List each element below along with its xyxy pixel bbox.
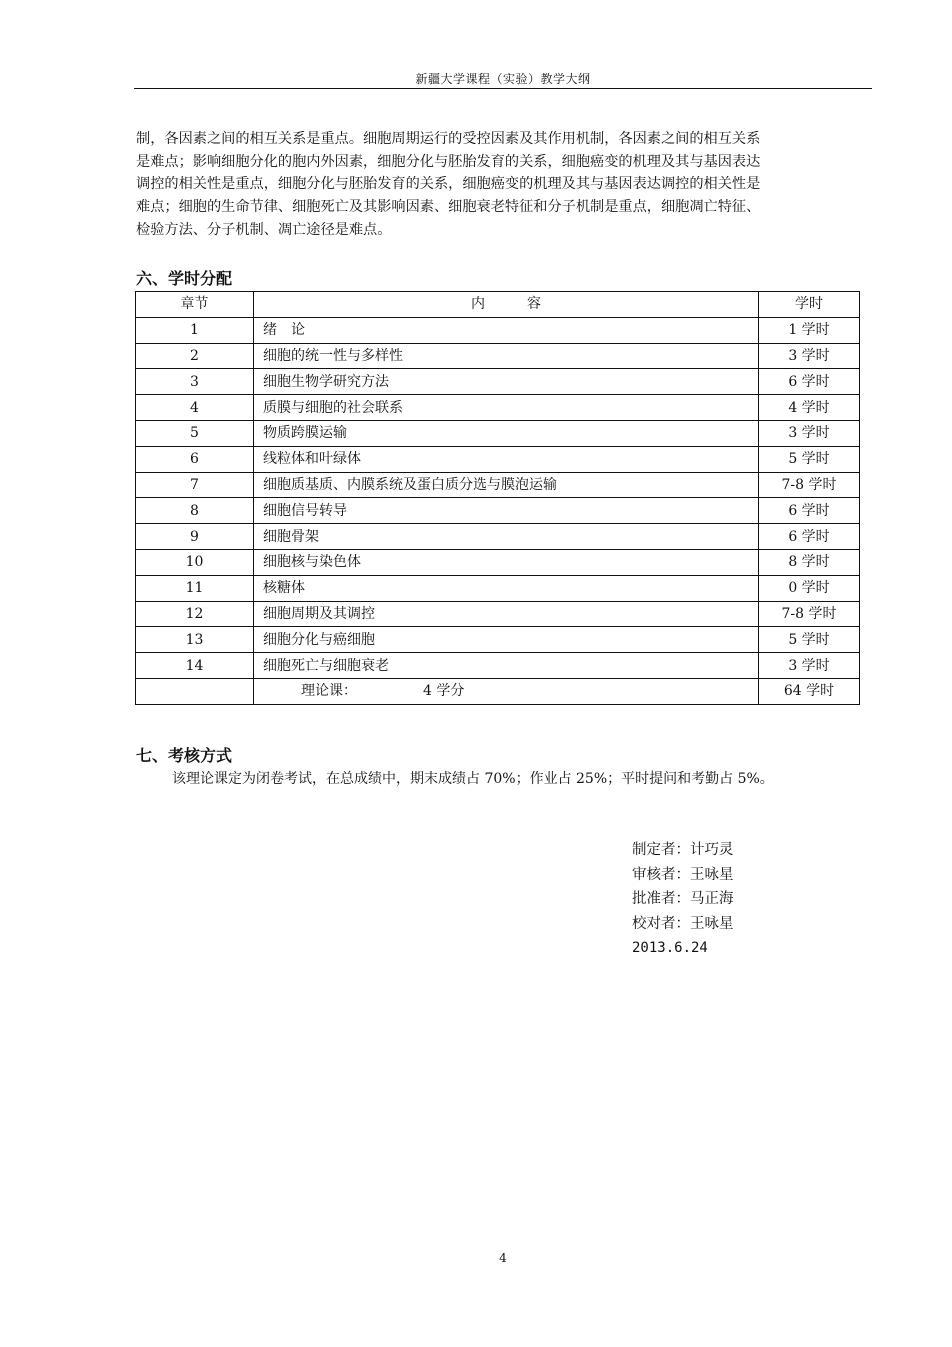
content-cell: 线粒体和叶绿体 [254,446,759,472]
hours-cell: 1 学时 [759,317,860,343]
chapter-cell: 8 [136,498,254,524]
reviewer-line: 审核者：王咏星 [632,866,734,883]
chapter-cell: 3 [136,369,254,395]
chapter-cell: 6 [136,446,254,472]
header-chapter: 章节 [136,292,254,318]
chapter-cell: 10 [136,549,254,575]
table-row [136,653,860,679]
content-cell: 细胞分化与癌细胞 [254,627,759,653]
table-row [136,601,860,627]
hours-cell: 8 学时 [759,549,860,575]
document-header: 新疆大学课程（实验）教学大纲 [415,72,591,86]
hours-cell: 7-8 学时 [759,472,860,498]
hours-cell: 0 学时 [759,575,860,601]
total-chapter-cell [136,678,254,704]
chapter-cell: 5 [136,420,254,446]
content-cell: 细胞周期及其调控 [254,601,759,627]
content-cell: 细胞骨架 [254,524,759,550]
total-label: 理论课： [301,683,357,700]
content-cell: 细胞生物学研究方法 [254,369,759,395]
header-hours: 学时 [759,292,860,318]
proofreader-line: 校对者：王咏星 [632,915,734,932]
table-row [136,369,860,395]
table-row [136,472,860,498]
chapter-cell: 9 [136,524,254,550]
table-row [136,498,860,524]
content-cell: 细胞质基质、内膜系统及蛋白质分选与膜泡运输 [254,472,759,498]
hours-cell: 6 学时 [759,369,860,395]
table-row [136,395,860,421]
intro-line: 是难点；影响细胞分化的胞内外因素，细胞分化与胚胎发育的关系，细胞癌变的机理及其与基因表达 [136,153,761,170]
table-row [136,524,860,550]
table-header-row [136,292,860,318]
total-credits: 4 学分 [423,683,465,700]
page-number: 4 [499,1251,507,1265]
chapter-cell: 7 [136,472,254,498]
chapter-cell: 1 [136,317,254,343]
author-line: 制定者：计巧灵 [632,842,734,858]
table-row [136,420,860,446]
table-row [136,627,860,653]
header-rule [134,88,872,89]
chapter-cell: 13 [136,627,254,653]
hours-cell: 3 学时 [759,420,860,446]
hours-cell: 5 学时 [759,446,860,472]
table-row [136,317,860,343]
section-title-exam: 七、考核方式 [136,746,233,765]
total-row [136,678,860,704]
content-cell: 细胞死亡与细胞衰老 [254,653,759,679]
content-cell: 核糖体 [254,575,759,601]
table-row [136,446,860,472]
chapter-cell: 4 [136,395,254,421]
intro-line: 难点；细胞的生命节律、细胞死亡及其影响因素、细胞衰老特征和分子机制是重点，细胞凋亡特征、 [136,199,761,216]
hours-cell: 6 学时 [759,524,860,550]
intro-paragraph [136,128,872,242]
date-line: 2013.6.24 [632,940,708,956]
content-cell: 细胞信号转导 [254,498,759,524]
total-hours: 64 学时 [759,678,860,704]
content-cell: 质膜与细胞的社会联系 [254,395,759,421]
chapter-cell: 11 [136,575,254,601]
chapter-cell: 14 [136,653,254,679]
signature-block [632,838,734,961]
intro-line: 调控的相关性是重点，细胞分化与胚胎发育的关系，细胞癌变的机理及其与基因表达调控的相关性是 [136,176,761,193]
header-content: 内 容 [254,292,759,318]
hours-cell: 3 学时 [759,653,860,679]
hours-cell: 5 学时 [759,627,860,653]
table-row [136,343,860,369]
chapter-cell: 2 [136,343,254,369]
content-cell: 绪 论 [254,317,759,343]
exam-description: 该理论课定为闭卷考试，在总成绩中，期末成绩占 70%；作业占 25%；平时提问和考勤占 5%。 [172,771,774,787]
intro-line: 检验方法、分子机制、凋亡途径是难点。 [136,221,392,238]
intro-line: 制，各因素之间的相互关系是重点。细胞周期运行的受控因素及其作用机制，各因素之间的相互关系 [136,131,761,147]
table-row [136,549,860,575]
chapter-cell: 12 [136,601,254,627]
hours-cell: 6 学时 [759,498,860,524]
approver-line: 批准者：马正海 [632,891,734,907]
content-cell: 物质跨膜运输 [254,420,759,446]
hours-cell: 7-8 学时 [759,601,860,627]
hours-table [135,291,860,705]
hours-cell: 4 学时 [759,395,860,421]
content-cell: 细胞的统一性与多样性 [254,343,759,369]
content-cell: 细胞核与染色体 [254,549,759,575]
hours-cell: 3 学时 [759,343,860,369]
section-title-hours: 六、学时分配 [136,269,233,288]
total-content-cell [254,678,759,704]
table-row [136,575,860,601]
